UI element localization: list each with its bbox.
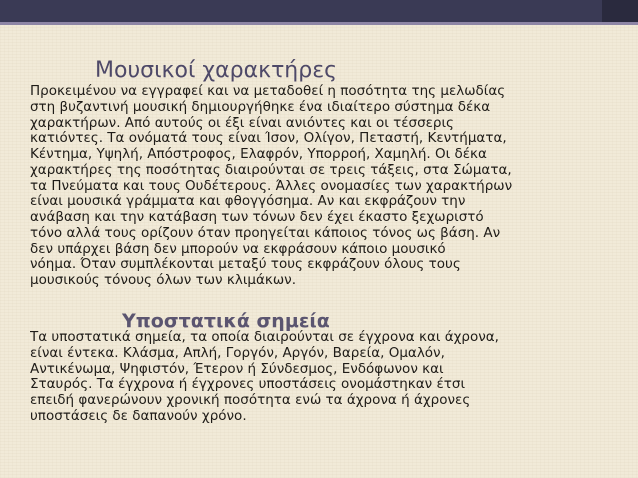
paragraph-musical-characters: Προκειμένου να εγγραφεί και να μεταδοθεί η ποσότητα της μελωδίας στη βυζαντινή μουσική δημιουργήθηκε ένα ιδιαίτερο σύστημα δέκα χαρακτήρων. Από αυτούς οι έξι είναι ανιόντες και οι τέσσερις κατιόντες. Τα ονόματά τους είναι Ίσον, Ολίγον, Πεταστή, Κεντήματα, Κέντημα, Υψηλή, Απόστροφος, Ελαφρόν, Υπορροή, Χαμηλή. Οι δέκα χαρακτήρες της ποσότητας διαιρούνται σε τρεις τάξεις, στα Σώματα, τα Πνεύματα και τους Ουδέτερους. Άλλες ονομασίες των χαρακτήρων είναι μουσικά γράμματα και φθογγόσημα. Αν και εκφράζουν την ανάβαση και την κατάβαση των τόνων δεν έχει έκαστο ξεχωριστό τόνο αλλά τους ορίζουν όταν προηγείται κάποιος τόνος ως βάση. Αν δεν υπάρχει βάση δεν μπορούν να εκφράσουν κάποιο μουσικό νόημα. Όταν συμπλέκονται μεταξύ τους εκφράζουν όλους τους μουσικούς τόνους όλων των κλιμάκων. (30, 84, 513, 288)
heading-musical-characters: Μουσικοί χαρακτήρες (95, 58, 338, 83)
top-bar-accent (602, 0, 638, 22)
heading-hypostatic-signs: Υποστατικά σημεία (122, 310, 330, 332)
paragraph-hypostatic-signs: Τα υποστατικά σημεία, τα οποία διαιρούνται σε έγχρονα και άχρονα, είναι έντεκα. Κλάσμα, Απλή, Γοργόν, Αργόν, Βαρεία, Ομαλόν, Αντικένωμα, Ψηφιστόν, Έτερον ή Σύνδεσμος, Ενδόφωνον και Σταυρός. Τα έγχρονα ή έγχρονες υποστάσεις ονομάστηκαν έτσι επειδή φανερώνουν χρονική ποσότητα ενώ τα άχρονα ή άχρονες υποστάσεις δε δαπανούν χρόνο. (30, 330, 499, 424)
top-bar-divider (0, 22, 638, 25)
top-bar (0, 0, 638, 22)
